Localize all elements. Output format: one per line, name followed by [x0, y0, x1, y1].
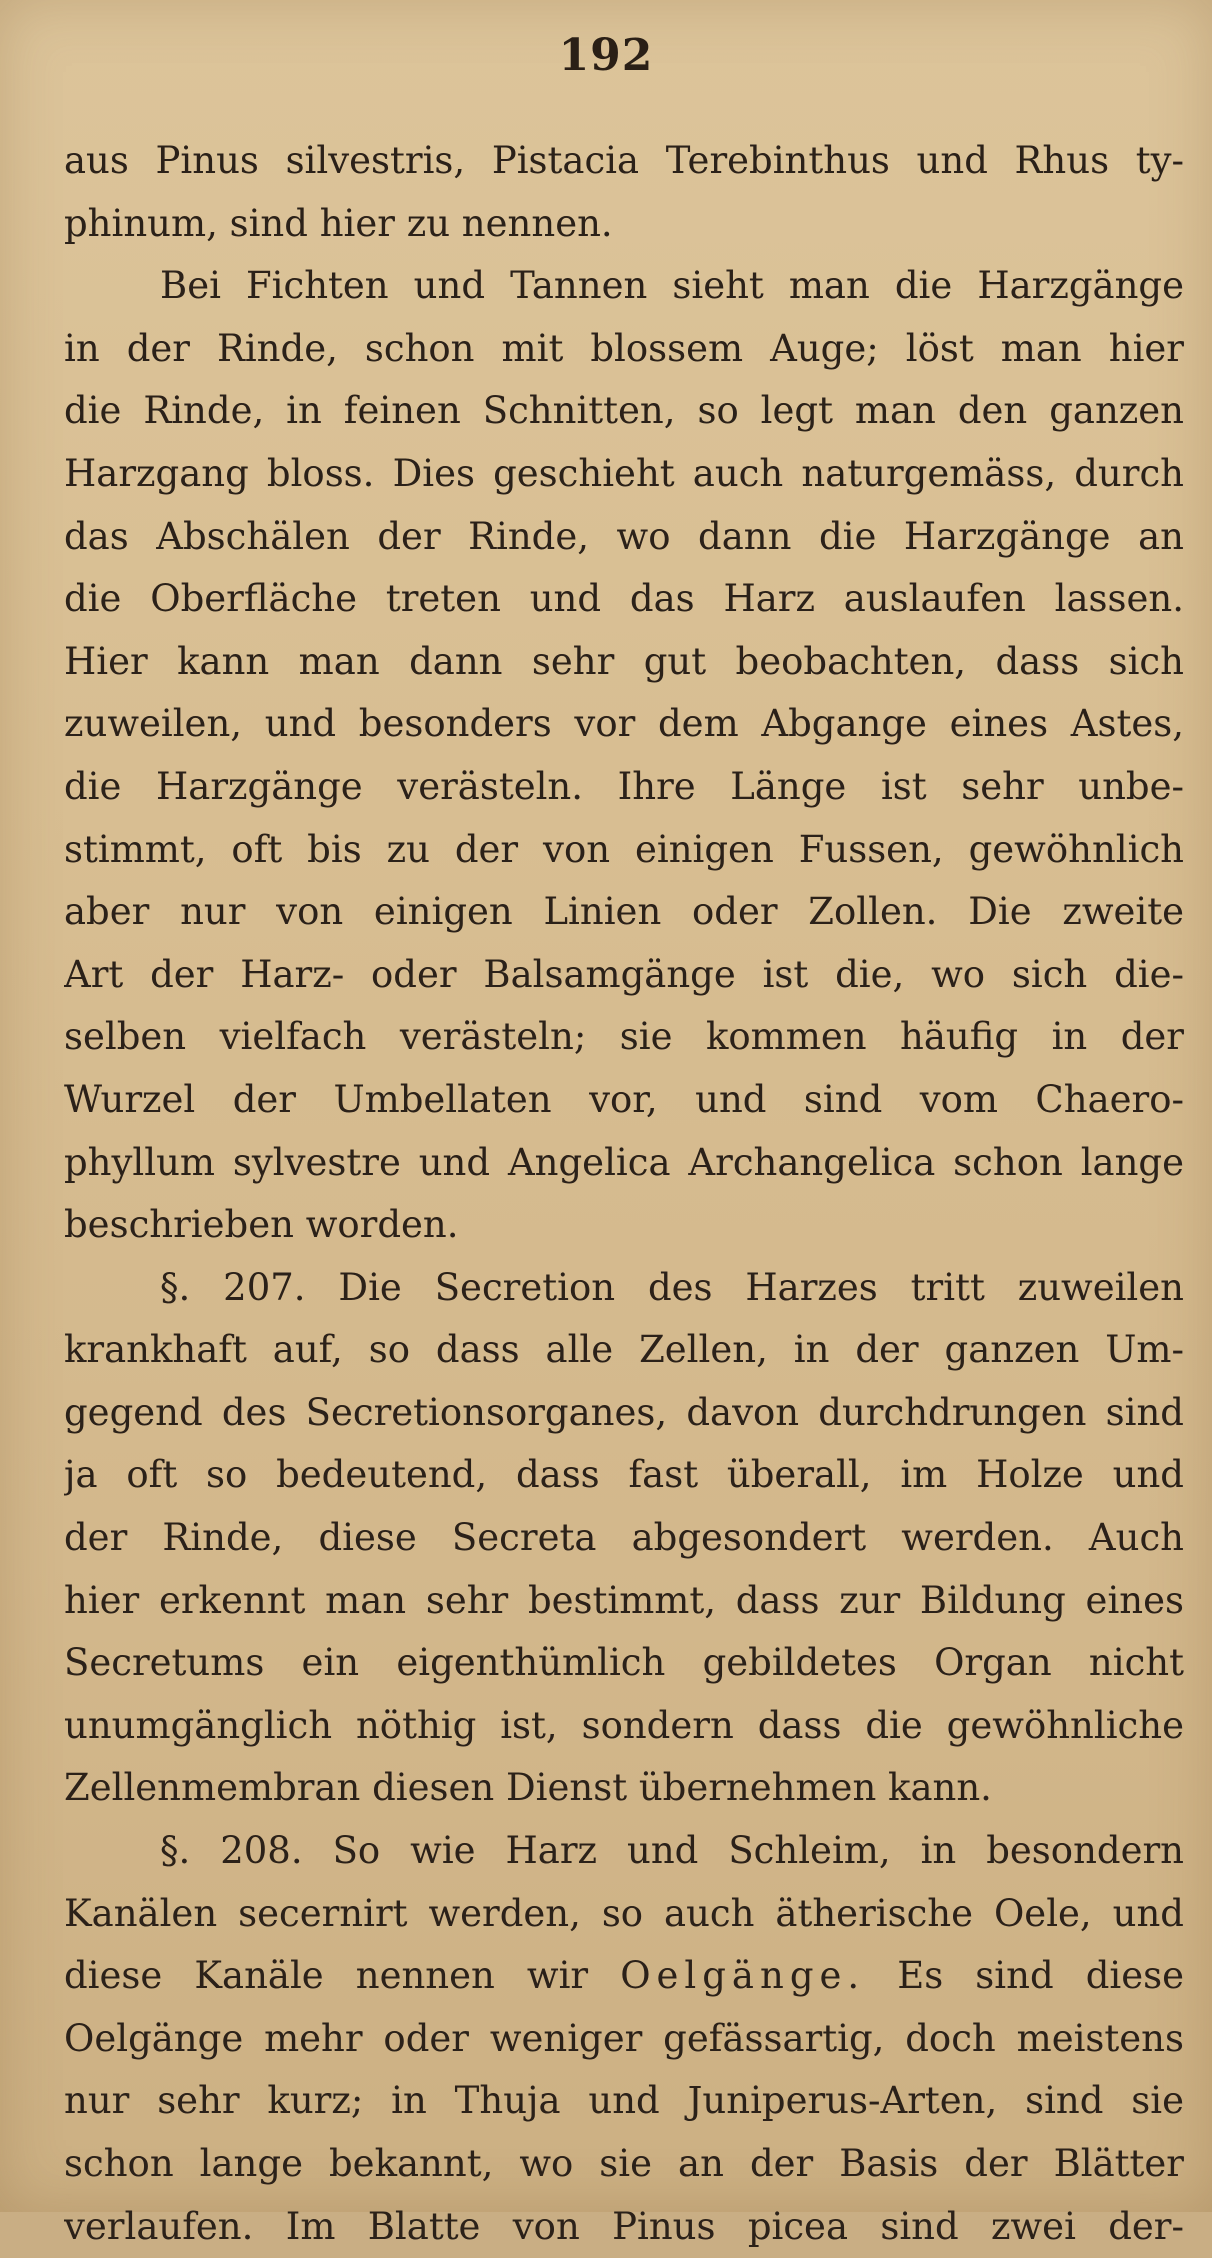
text-line: beschrieben worden.	[64, 1203, 459, 1247]
text-line: in der Rinde, schon mit blossem Auge; löst man hier	[64, 326, 1184, 370]
text-line: §. 207. Die Secretion des Harzes tritt zuweilen	[160, 1265, 1184, 1309]
text-line: Harzgang bloss. Dies geschieht auch naturgemäss, durch	[64, 451, 1184, 495]
text-line: der Rinde, diese Secreta abgesondert werden. Auch	[64, 1516, 1184, 1560]
text-segment: Es sind diese	[897, 1954, 1184, 1998]
text-line: krankhaft auf, so dass alle Zellen, in der ganzen Um-	[64, 1328, 1184, 1372]
body-text	[64, 130, 1184, 2258]
text-line: Bei Fichten und Tannen sieht man die Harzgänge	[160, 264, 1184, 308]
text-line: nur sehr kurz; in Thuja und Juniperus-Arten, sind sie	[64, 2079, 1184, 2123]
text-line-mixed	[64, 1945, 1184, 2008]
text-line: Wurzel der Umbellaten vor, und sind vom Chaero-	[64, 1077, 1184, 1121]
text-line: stimmt, oft bis zu der von einigen Fussen, gewöhnlich	[64, 827, 1184, 871]
text-line: schon lange bekannt, wo sie an der Basis der Blätter	[64, 2142, 1184, 2185]
text-line: die Oberfläche treten und das Harz auslaufen lassen.	[64, 577, 1184, 621]
text-line: hier erkennt man sehr bestimmt, dass zur Bildung eines	[64, 1578, 1184, 1622]
text-line: Zellenmembran diesen Dienst übernehmen kann.	[64, 1766, 992, 1810]
text-line: unumgänglich nöthig ist, sondern dass die gewöhnliche	[64, 1703, 1184, 1747]
text-line: §. 208. So wie Harz und Schleim, in besondern	[160, 1829, 1184, 1873]
text-line: aber nur von einigen Linien oder Zollen. Die zweite	[64, 890, 1184, 934]
text-line: die Rinde, in feinen Schnitten, so legt man den ganzen	[64, 389, 1184, 433]
text-line: selben vielfach verästeln; sie kommen häufig in der	[64, 1015, 1184, 1059]
text-line: Kanälen secernirt werden, so auch ätherische Oele, und	[64, 1891, 1184, 1935]
text-line: das Abschälen der Rinde, wo dann die Harzgänge an	[64, 514, 1184, 558]
text-line: die Harzgänge verästeln. Ihre Länge ist sehr unbe-	[64, 764, 1184, 808]
text-segment: diese Kanäle nennen wir	[64, 1954, 589, 1998]
text-line: gegend des Secretionsorganes, davon durchdrungen sind	[64, 1390, 1184, 1434]
spaced-term: Oelgänge.	[620, 1954, 866, 1998]
text-line: verlaufen. Im Blatte von Pinus picea sind zwei der-	[64, 2204, 1184, 2248]
text-line: ja oft so bedeutend, dass fast überall, im Holze und	[64, 1453, 1184, 1497]
text-line: zuweilen, und besonders vor dem Abgange eines Astes,	[64, 702, 1184, 746]
text-line: phyllum sylvestre und Angelica Archangelica schon lange	[64, 1140, 1184, 1184]
text-line: Hier kann man dann sehr gut beobachten, dass sich	[64, 639, 1184, 683]
text-line: Art der Harz- oder Balsamgänge ist die, wo sich die-	[64, 952, 1184, 996]
text-line: aus Pinus silvestris, Pistacia Terebinthus und Rhus ty-	[64, 139, 1184, 182]
text-line: Oelgänge mehr oder weniger gefässartig, doch meistens	[64, 2016, 1184, 2060]
page-number: 192	[558, 30, 654, 81]
text-line: Secretums ein eigenthümlich gebildetes Organ nicht	[64, 1641, 1184, 1685]
text-line: phinum, sind hier zu nennen.	[64, 201, 613, 245]
